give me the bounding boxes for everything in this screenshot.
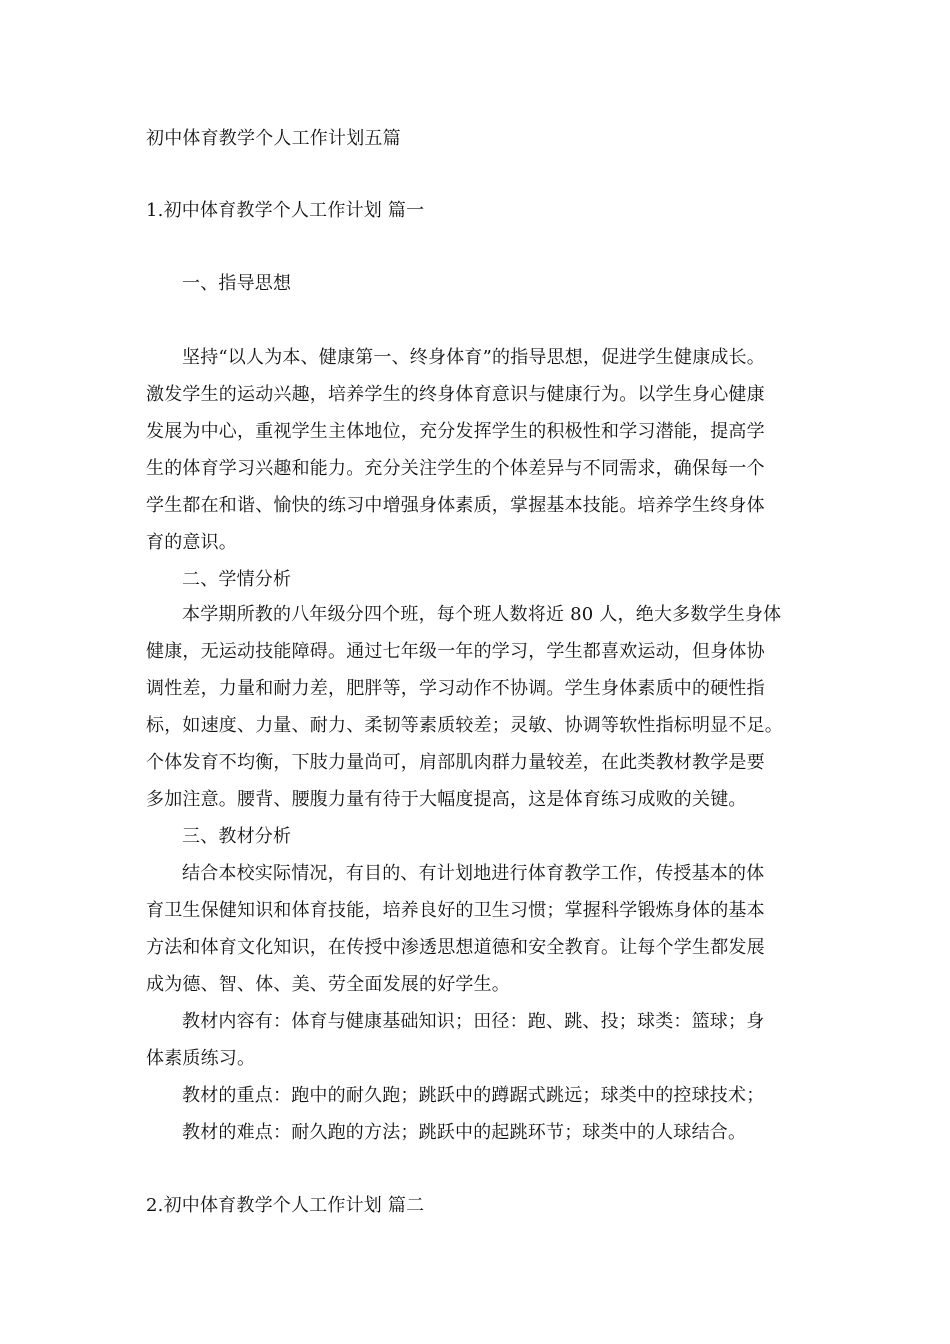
document-title: 初中体育教学个人工作计划五篇 xyxy=(146,128,401,149)
section1-para-line-1: 坚持“以人为本、健康第一、终身体育”的指导思想，促进学生健康成长。 xyxy=(182,347,766,368)
section1-para-line-5: 学生都在和谐、愉快的练习中增强身体素质，掌握基本技能。培养学生终身体 xyxy=(146,495,765,516)
section1-para-line-4: 生的体育学习兴趣和能力。充分关注学生的个体差异与不同需求，确保每一个 xyxy=(146,458,765,479)
section3-para-line-4: 成为德、智、体、美、劳全面发展的好学生。 xyxy=(146,974,510,995)
section3-para-line-2: 育卫生保健知识和体育技能，培养良好的卫生习惯；掌握科学锻炼身体的基本 xyxy=(146,900,765,921)
key-points-line: 教材的重点：跑中的耐久跑；跳跃中的蹲踞式跳远；球类中的控球技术； xyxy=(182,1085,765,1106)
section1-para-line-6: 育的意识。 xyxy=(146,532,237,553)
content-para-line-1: 教材内容有：体育与健康基础知识；田径：跑、跳、投；球类：篮球；身 xyxy=(182,1011,765,1032)
section1-para-line-2: 激发学生的运动兴趣，培养学生的终身体育意识与健康行为。以学生身心健康 xyxy=(146,384,765,405)
section2-para-line-6: 多加注意。腰背、腰腹力量有待于大幅度提高，这是体育练习成败的关键。 xyxy=(146,789,747,810)
section2-para-line-5: 个体发育不均衡，下肢力量尚可，肩部肌肉群力量较差，在此类教材教学是要 xyxy=(146,752,765,773)
section2-para-line-3: 调性差，力量和耐力差，肥胖等，学习动作不协调。学生身体素质中的硬性指 xyxy=(146,678,765,699)
section2-para-line-2: 健康，无运动技能障碍。通过七年级一年的学习，学生都喜欢运动，但身体协 xyxy=(146,641,765,662)
section3-para-line-1: 结合本校实际情况，有目的、有计划地进行体育教学工作，传授基本的体 xyxy=(182,863,765,884)
section3-para-line-3: 方法和体育文化知识，在传授中渗透思想道德和安全教育。让每个学生都发展 xyxy=(146,937,765,958)
section1-para-line-3: 发展为中心，重视学生主体地位，充分发挥学生的积极性和学习潜能，提高学 xyxy=(146,421,765,442)
section2-para-line-1: 本学期所教的八年级分四个班，每个班人数将近 80 人，绝大多数学生身体 xyxy=(182,604,782,625)
section2-para-line-4: 标，如速度、力量、耐力、柔韧等素质较差；灵敏、协调等软性指标明显不足。 xyxy=(146,715,783,736)
section3-heading: 三、教材分析 xyxy=(182,826,292,847)
part1-heading: 1.初中体育教学个人工作计划 篇一 xyxy=(146,200,425,221)
part2-heading: 2.初中体育教学个人工作计划 篇二 xyxy=(146,1195,425,1216)
section2-heading: 二、学情分析 xyxy=(182,569,292,590)
section1-heading: 一、指导思想 xyxy=(182,273,292,294)
content-para-line-2: 体素质练习。 xyxy=(146,1048,256,1069)
difficulties-line: 教材的难点：耐久跑的方法；跳跃中的起跳环节；球类中的人球结合。 xyxy=(182,1122,747,1143)
